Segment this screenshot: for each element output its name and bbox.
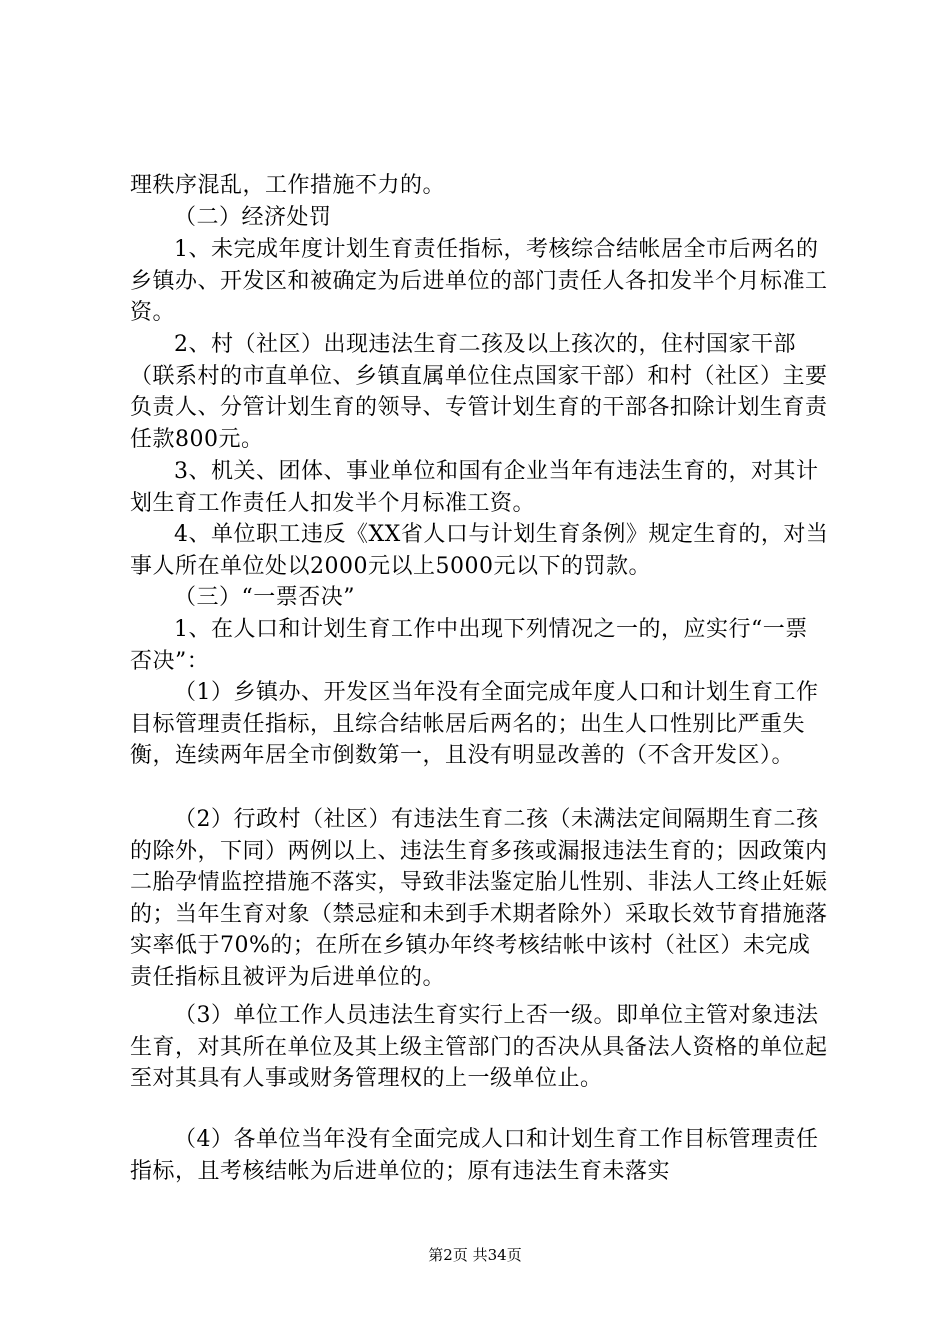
paragraph-veto-intro: 1、在人口和计划生育工作中出现下列情况之一的，应实行“一票否决”： [130, 617, 808, 674]
paragraph-continuation: 理秩序混乱，工作措施不力的。 [130, 173, 446, 198]
page-footer: 第2页 共34页 [428, 1246, 522, 1264]
paragraph-item-4: 4、单位职工违反《XX省人口与计划生育条例》规定生育的，对当事人所在单位处以2000元以上5000元以下的罚款。 [130, 522, 829, 579]
paragraph-item-3: 3、机关、团体、事业单位和国有企业当年有违法生育的，对其计划生育工作责任人扣发半个月标准工资。 [130, 459, 819, 516]
paragraph-veto-item-1: （1）乡镇办、开发区当年没有全面完成年度人口和计划生育工作目标管理责任指标，且综合结帐居后两名的；出生人口性别比严重失衡，连续两年居全市倒数第一，且没有明显改善的（不含开发区）。 [130, 680, 819, 769]
paragraph-item-1: 1、未完成年度计划生育责任指标，考核综合结帐居全市后两名的乡镇办、开发区和被确定为后进单位的部门责任人各扣发半个月标准工资。 [130, 237, 828, 326]
paragraph-veto-item-3: （3）单位工作人员违法生育实行上否一级。即单位主管对象违法生育，对其所在单位及其上级主管部门的否决从具备法人资格的单位起至对其具有人事或财务管理权的上一级单位止。 [130, 1003, 828, 1092]
paragraph-item-2: 2、村（社区）出现违法生育二孩及以上孩次的，住村国家干部（联系村的市直单位、乡镇直属单位住点国家干部）和村（社区）主要负责人、分管计划生育的领导、专管计划生育的干部各扣除计划生育责任款800元。 [130, 332, 828, 452]
section-heading-economic-penalty: （二）经济处罚 [174, 205, 332, 230]
paragraph-veto-item-4: （4）各单位当年没有全面完成人口和计划生育工作目标管理责任指标，且考核结帐为后进单位的；原有违法生育未落实 [130, 1127, 819, 1184]
paragraph-veto-item-2: （2）行政村（社区）有违法生育二孩（未满法定间隔期生育二孩的除外，下同）两例以上、违法生育多孩或漏报违法生育的；因政策内二胎孕情监控措施不落实，导致非法鉴定胎儿性别、非法人工终止妊娠的；当年生育对象（禁忌症和未到手术期者除外）采取长效节育措施落实率低于70%的；在所在乡镇办年终考核结帐中该村（社区）未完成责任指标且被评为后进单位的。 [130, 807, 828, 990]
section-heading-one-vote-veto: （三）“一票否决” [174, 585, 355, 610]
